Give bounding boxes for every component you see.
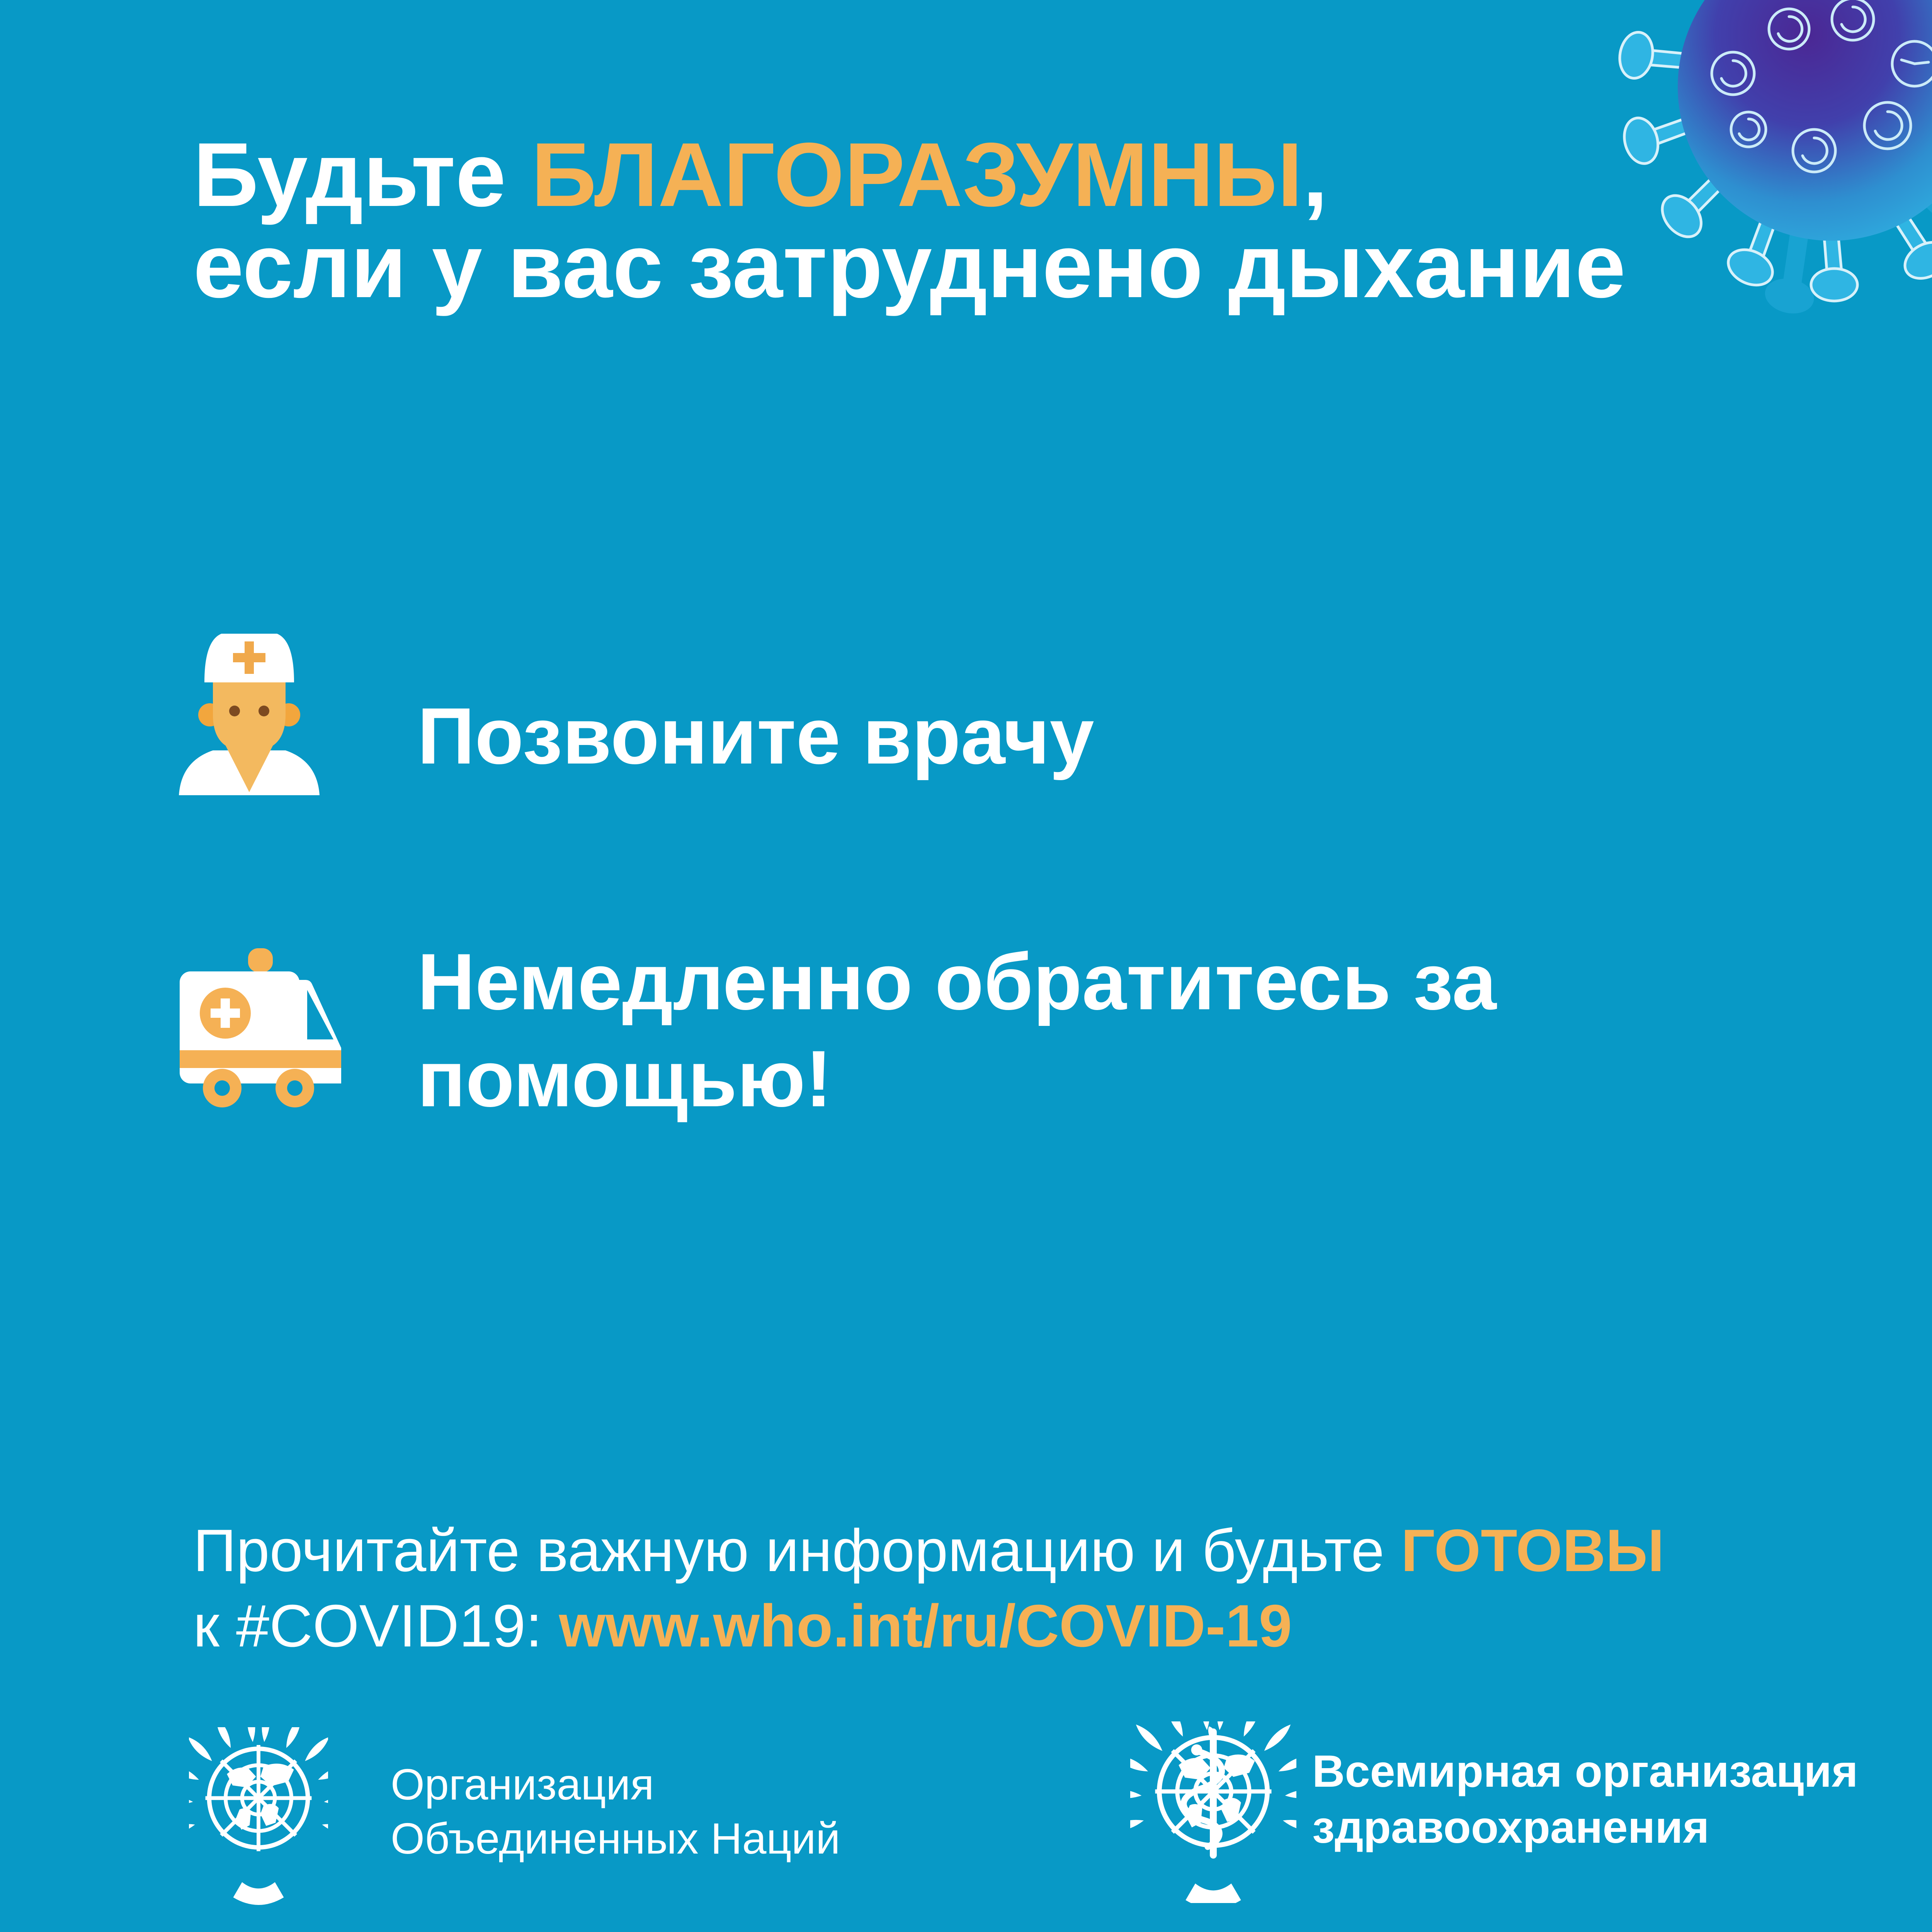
ambulance-icon (176, 947, 346, 1113)
advice-seek-care: Немедленно обратитесь за помощью! (417, 937, 1497, 1123)
footer-note (193, 1513, 1664, 1663)
who-url-link[interactable]: www.who.int/ru/COVID-19 (559, 1592, 1292, 1659)
title-line1-comma: , (1303, 124, 1328, 225)
footer-line1-text: Прочитайте важную информацию и будьте (193, 1517, 1401, 1584)
doctor-icon (176, 617, 323, 795)
advice-call-doctor: Позвоните врачу (417, 691, 1094, 781)
footer-line-1 (193, 1513, 1664, 1588)
title-line1-prefix: Будьте (193, 124, 531, 225)
title-line-2: если у вас затруднено дыхание (193, 215, 1626, 316)
who-name (1312, 1743, 1858, 1855)
footer-hashtag-text: к #COVID19: (193, 1592, 559, 1659)
title-line-1 (193, 124, 1626, 225)
title-line1-highlight: БЛАГОРАЗУМНЫ (531, 124, 1303, 225)
un-name-line-1: Организация (391, 1760, 654, 1809)
un-name-line-2: Объединенных Наций (391, 1814, 840, 1863)
footer-line-2 (193, 1588, 1664, 1663)
who-emblem (1130, 1721, 1296, 1903)
un-emblem (189, 1727, 328, 1907)
ambulance-cross-icon (200, 988, 251, 1039)
who-name-line-2: здравоохранения (1312, 1802, 1709, 1852)
footer-line1-highlight: ГОТОВЫ (1401, 1517, 1665, 1584)
who-name-line-1: Всемирная организация (1312, 1746, 1858, 1796)
un-name (391, 1757, 840, 1866)
page-title (193, 124, 1626, 316)
